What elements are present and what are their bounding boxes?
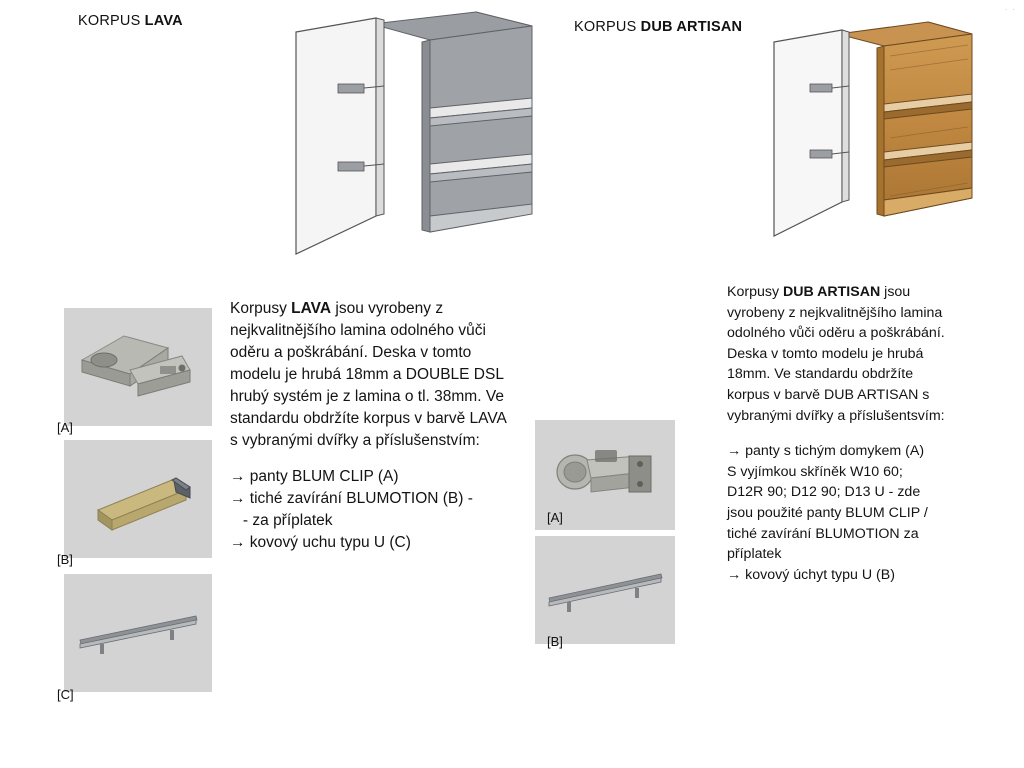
photo-lava-damper — [64, 440, 212, 558]
photo-label-lava-b: [B] — [57, 552, 73, 567]
photo-lava-hinge — [64, 308, 212, 426]
cabinet-illustration-lava — [280, 4, 540, 264]
section-title-dub-bold: DUB ARTISAN — [640, 19, 743, 35]
description-dub — [727, 282, 955, 585]
cabinet-illustration-dub — [760, 12, 990, 252]
photo-label-dub-a: [A] — [547, 510, 563, 525]
description-lava-bold: LAVA — [291, 300, 332, 317]
bullet-dub-5: tiché zavírání BLUMOTION za — [727, 525, 919, 542]
photo-lava-handle — [64, 574, 212, 692]
description-dub-pre: Korpusy — [727, 284, 783, 300]
description-dub-post: jsou vyrobeny z nejkvalitnějšího lamina odolného vůči oděru a poškrábání. Deska v tomto modelu je hrubá 18mm. Ve standardu obdržíte korpus v barvě DUB ARTISAN s vybranými dvířky a příslušentsvím: — [727, 284, 945, 424]
photo-label-lava-c: [C] — [57, 687, 74, 702]
description-lava-pre: Korpusy — [230, 300, 292, 317]
section-title-dub — [574, 19, 742, 35]
bullet-lava-2: → tiché zavírání BLUMOTION (B) - — [230, 490, 473, 507]
section-title-dub-prefix: KORPUS — [574, 19, 641, 35]
bullet-dub-2: S vyjímkou skříněk W10 60; — [727, 463, 903, 480]
description-lava-post: jsou vyrobeny z nejkvalitnějšího lamina odolného vůči oděru a poškrábání. Deska v tomto modelu je hrubá 18mm a DOUBLE DSL hrubý systém je z lamina o tl. 38mm. Ve standardu obdržíte korpus v barvě LAVA s vybranými dvířky a příslušenstvím: — [230, 300, 507, 449]
section-title-lava-prefix: KORPUS — [78, 13, 145, 29]
bullet-lava-1: → panty BLUM CLIP (A) — [230, 468, 399, 485]
bullet-dub-4: jsou použité panty BLUM CLIP / — [727, 504, 928, 521]
bullets-lava — [230, 466, 515, 554]
photo-dub-handle — [535, 536, 675, 644]
photo-label-lava-a: [A] — [57, 420, 73, 435]
bullet-dub-6: příplatek — [727, 546, 782, 563]
section-title-lava-bold: LAVA — [144, 13, 183, 29]
photo-label-dub-b: [B] — [547, 634, 563, 649]
bullet-dub-1: → panty s tichým domykem (A) — [727, 443, 925, 460]
description-lava — [230, 298, 515, 554]
bullet-lava-3: - za příplatek — [230, 512, 333, 529]
bullet-lava-4: → kovový uchu typu U (C) — [230, 534, 411, 551]
bullet-dub-3: D12R 90; D12 90; D13 U - zde — [727, 484, 921, 501]
corner-mark: · · — [1004, 4, 1016, 14]
bullet-dub-7: → kovový úchyt typu U (B) — [727, 566, 895, 583]
bullets-dub — [727, 441, 955, 585]
description-dub-bold: DUB ARTISAN — [783, 284, 881, 300]
section-title-lava — [78, 13, 183, 29]
